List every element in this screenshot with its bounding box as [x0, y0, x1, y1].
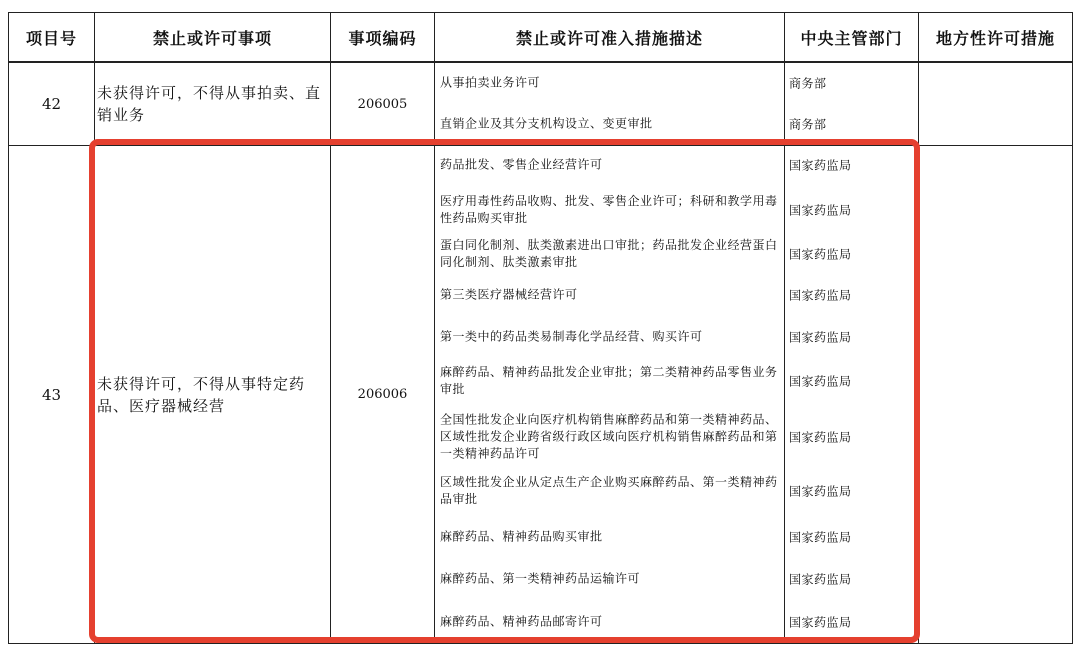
measure-description: 麻醉药品、精神药品批发企业审批；第二类精神药品零售业务审批: [440, 365, 778, 396]
measure-item: [435, 407, 784, 466]
measure-item: [435, 466, 784, 516]
measure-description: 区域性批发企业从定点生产企业购买麻醉药品、第一类精神药品审批: [440, 475, 778, 506]
measure-description: 第三类医疗器械经营许可: [440, 287, 578, 302]
measure-description: 药品批发、零售企业经营许可: [440, 157, 603, 171]
dept-item: [785, 146, 918, 183]
measure-description: 蛋白同化制剂、肽类激素进出口审批；药品批发企业经营蛋白同化制剂、肽类激素审批: [440, 238, 778, 269]
dept-item: [785, 600, 918, 643]
measure-description: 第一类中的药品类易制毒化学品经营、购买许可: [440, 329, 703, 343]
dept-item: [785, 318, 918, 355]
dept-item: [785, 63, 918, 103]
row-local: [919, 62, 1073, 146]
measure-description: 直销企业及其分支机构设立、变更审批: [440, 116, 653, 131]
dept-name: 商务部: [789, 117, 827, 132]
dept-name: 国家药监局: [789, 158, 852, 172]
measure-item: [435, 103, 784, 145]
row-local: [919, 146, 1073, 644]
market-access-table: [8, 12, 1073, 644]
dept-name: 国家药监局: [789, 484, 852, 499]
measure-description: 麻醉药品、精神药品邮寄许可: [440, 614, 603, 628]
dept-item: [785, 236, 918, 272]
header-code: 事项编码: [331, 13, 435, 63]
dept-item: [785, 407, 918, 466]
row-descriptions: [435, 62, 785, 146]
table-row: [9, 62, 1073, 146]
table-row: [9, 146, 1073, 644]
row-code: 206006: [331, 146, 435, 644]
row-item: 未获得许可，不得从事特定药品、医疗器械经营: [95, 146, 331, 644]
row-number: 43: [9, 146, 95, 644]
dept-name: 国家药监局: [789, 374, 852, 389]
dept-item: [785, 272, 918, 318]
measure-item: [435, 516, 784, 558]
measure-item: [435, 318, 784, 355]
dept-name: 国家药监局: [789, 203, 852, 217]
measure-description: 医疗用毒性药品收购、批发、零售企业许可；科研和教学用毒性药品购买审批: [440, 193, 778, 225]
dept-item: [785, 466, 918, 516]
row-descriptions: [435, 146, 785, 644]
header-item: 禁止或许可事项: [95, 13, 331, 63]
measure-item: [435, 272, 784, 318]
measure-item: [435, 63, 784, 103]
dept-name: 国家药监局: [789, 330, 852, 344]
dept-item: [785, 558, 918, 600]
measure-description: 全国性批发企业向医疗机构销售麻醉药品和第一类精神药品、区域性批发企业跨省级行政区域向医疗机构销售麻醉药品和第一类精神药品许可: [440, 412, 778, 460]
row-departments: [785, 146, 919, 644]
dept-name: 国家药监局: [789, 288, 852, 303]
dept-name: 国家药监局: [789, 430, 852, 444]
header-description: 禁止或许可准入措施描述: [435, 13, 785, 63]
row-departments: [785, 62, 919, 146]
row-number: 42: [9, 62, 95, 146]
measure-item: [435, 146, 784, 183]
measure-item: [435, 355, 784, 407]
dept-name: 商务部: [789, 76, 827, 91]
measure-item: [435, 183, 784, 236]
dept-item: [785, 183, 918, 236]
dept-name: 国家药监局: [789, 530, 852, 545]
measure-item: [435, 600, 784, 643]
header-local: 地方性许可措施: [919, 13, 1073, 63]
header-department: 中央主管部门: [785, 13, 919, 63]
dept-name: 国家药监局: [789, 572, 852, 587]
measure-item: [435, 236, 784, 272]
header-row: [9, 13, 1073, 63]
dept-name: 国家药监局: [789, 247, 852, 262]
dept-item: [785, 355, 918, 407]
dept-name: 国家药监局: [789, 615, 852, 629]
measure-item: [435, 558, 784, 600]
measure-description: 麻醉药品、精神药品购买审批: [440, 529, 603, 544]
row-item: 未获得许可，不得从事拍卖、直销业务: [95, 62, 331, 146]
measure-description: 从事拍卖业务许可: [440, 75, 541, 90]
row-code: 206005: [331, 62, 435, 146]
dept-item: [785, 516, 918, 558]
measure-description: 麻醉药品、第一类精神药品运输许可: [440, 571, 641, 586]
header-number: 项目号: [9, 13, 95, 63]
dept-item: [785, 103, 918, 145]
